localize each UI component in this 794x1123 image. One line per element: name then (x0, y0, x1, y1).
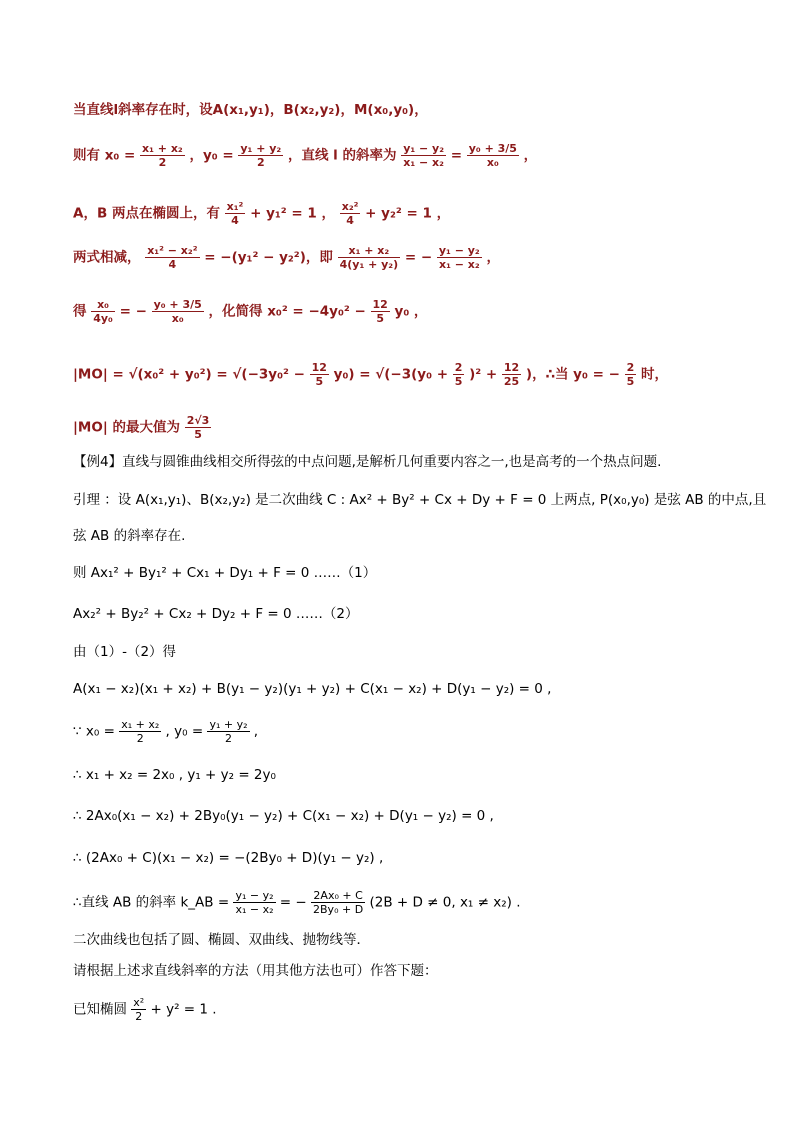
therefore-grouped: ∴ (2Ax₀ + C)(x₁ − x₂) = −(2By₀ + D)(y₁ − y₂) , (73, 850, 384, 866)
line-simplify: 得 $\frac{\text{x₀}}{\text{4y₀}}$ = − $\frac{\text{y₀ + 3/5}}{\text{x₀}}$ ，化简得 x₀² = −4y₀² − $\frac{12}{5}$ y₀ ， (73, 298, 428, 325)
line-mo-distance: |MO| = √(x₀² + y₀²) = √(−3y₀² − $\frac{12}{5}$ y₀) = √(−3(y₀ + $\frac{2}{5}$ )² + $\frac{12}{25}$ )，∴当 y₀ = − $\frac{2}{5}$ 时， (73, 361, 668, 388)
equation-1: 则 Ax₁² + By₁² + Cx₁ + Dy₁ + F = 0 ……（1） (73, 565, 377, 581)
lemma-statement: 引理 ：设 A(x₁,y₁)、B(x₂,y₂) 是二次曲线 C : Ax² + By² + Cx + Dy + F = 0 上两点, P(x₀,y₀) 是弦 AB 的中点,且 (73, 492, 767, 508)
instruction: 请根据上述求直线斜率的方法（用其他方法也可）作答下题： (73, 963, 438, 979)
therefore-substituted: ∴ 2Ax₀(x₁ − x₂) + 2By₀(y₁ − y₂) + C(x₁ − x₂) + D(y₁ − y₂) = 0 , (73, 808, 494, 824)
line-slope-setup: 当直线l斜率存在时，设A(x₁,y₁)，B(x₂,y₂)，M(x₀,y₀)， (73, 102, 428, 118)
therefore-sum: ∴ x₁ + x₂ = 2x₀ , y₁ + y₂ = 2y₀ (73, 767, 276, 783)
midpoint-because: ∵ x₀ = $\frac{\text{x₁ + x₂}}{2}$ , y₀ = $\frac{\text{y₁ + y₂}}{2}$ , (73, 718, 259, 745)
line-subtract: 两式相减， $\frac{\text{x₁² − x₂²}}{4}$ = −(y₁² − y₂²)，即 $\frac{\text{x₁ + x₂}}{\text{4(y₁ + y₂)}}$ = − $\frac{\text{y₁ − y₂}}{\text{x₁ − x₂}}$ ， (73, 244, 500, 271)
line-max-value: |MO| 的最大值为 $\frac{2√3}{5}$ (73, 414, 210, 441)
expanded-difference: A(x₁ − x₂)(x₁ + x₂) + B(y₁ − y₂)(y₁ + y₂) + C(x₁ − x₂) + D(y₁ − y₂) = 0 , (73, 681, 552, 697)
given-ellipse: 已知椭圆 $\frac{\text{x²}}{2}$ + y² = 1 . (73, 996, 217, 1023)
line-midpoint-slope: 则有 x₀ = $\frac{\text{x₁ + x₂}}{2}$ ，y₀ = $\frac{\text{y₁ + y₂}}{2}$ ，直线 l 的斜率为 $\frac{\text{y₁ − y₂}}{\text{x₁ − x₂}}$ = $\frac{\text{y₀ + 3/5}}{\text{x₀}}$ ， (73, 142, 538, 169)
subtract-step: 由（1）-（2）得 (73, 644, 177, 660)
lemma-statement-cont: 弦 AB 的斜率存在. (73, 528, 186, 544)
conic-note: 二次曲线也包括了圆、椭圆、双曲线、抛物线等． (73, 932, 370, 948)
slope-result: ∴直线 AB 的斜率 k_AB = $\frac{\text{y₁ − y₂}}{\text{x₁ − x₂}}$ = − $\frac{\text{2Ax₀ + C}}{\text{2By₀ + D}}$ (2B + D ≠ 0, x₁ ≠ x₂) . (73, 889, 521, 916)
line-points-on-ellipse: A，B 两点在椭圆上，有 $\frac{\text{x₁²}}{4}$ + y₁² = 1 ， $\frac{\text{x₂²}}{4}$ + y₂² = 1 ， (73, 200, 451, 227)
equation-2: Ax₂² + By₂² + Cx₂ + Dy₂ + F = 0 ……（2） (73, 606, 359, 622)
example-4-heading: 【例4】直线与圆锥曲线相交所得弦的中点问题,是解析几何重要内容之一,也是高考的一个热点问题. (73, 454, 662, 470)
